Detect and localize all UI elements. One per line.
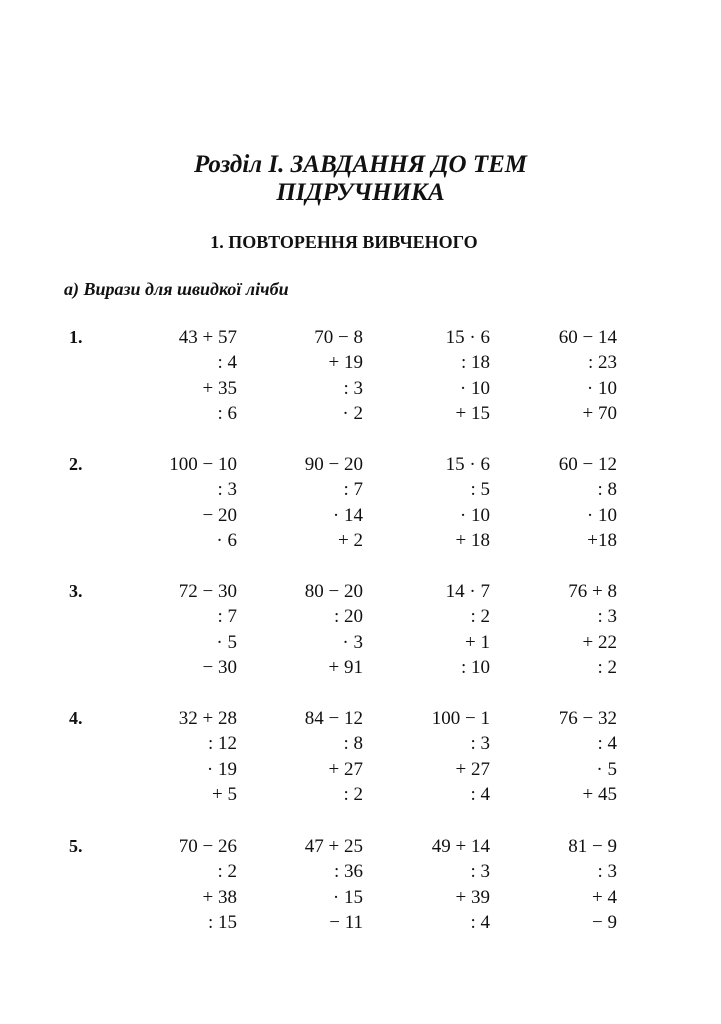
chain-line: : 2 xyxy=(597,656,617,678)
chain-line: 70 − 8 xyxy=(314,327,363,348)
expression-chain xyxy=(568,579,617,680)
expression-chain xyxy=(179,706,237,807)
subsection-title: а) Вирази для швидкої лічби xyxy=(64,279,289,299)
chapter-title-line-1: Розділ І. ЗАВДАННЯ ДО ТЕМ xyxy=(193,151,528,178)
chain-line: : 3 xyxy=(343,377,363,399)
chain-line: : 4 xyxy=(470,911,490,933)
chain-line: : 36 xyxy=(333,861,363,883)
chain-line: − 30 xyxy=(202,656,237,678)
chain-line: : 20 xyxy=(333,606,363,628)
chain-line: − 20 xyxy=(202,504,237,526)
chain-line: : 4 xyxy=(217,352,237,374)
chain-line: + 39 xyxy=(455,886,490,908)
chain-line: : 6 xyxy=(217,402,237,424)
chain-line: 80 − 20 xyxy=(304,581,363,602)
chain-line: 47 + 25 xyxy=(304,836,363,857)
chain-line: 70 − 26 xyxy=(178,836,237,857)
chain-line: 49 + 14 xyxy=(431,836,490,857)
exercise-number: 3. xyxy=(69,581,83,601)
exercise-1 xyxy=(0,325,721,429)
chain-line: 15 · 6 xyxy=(445,454,490,475)
chain-line: + 15 xyxy=(455,402,490,424)
chapter-title xyxy=(0,151,721,207)
expression-chain xyxy=(568,834,617,935)
exercise-3 xyxy=(0,579,721,683)
chain-line: 32 + 28 xyxy=(178,708,237,729)
chain-line: · 10 xyxy=(586,504,617,526)
expression-chain xyxy=(432,834,490,935)
chain-line: · 10 xyxy=(459,377,490,399)
exercise-number: 4. xyxy=(69,708,83,728)
chain-line: + 4 xyxy=(592,886,617,908)
chain-line: 60 − 12 xyxy=(558,454,617,475)
expression-chain xyxy=(446,579,490,680)
chain-line: · 15 xyxy=(332,886,363,908)
chain-line: : 12 xyxy=(207,733,237,755)
exercise-5 xyxy=(0,834,721,938)
expression-chain xyxy=(305,579,363,680)
chain-line: · 5 xyxy=(596,758,617,780)
section-title: 1. ПОВТОРЕННЯ ВИВЧЕНОГО xyxy=(210,232,478,252)
chain-line: : 8 xyxy=(343,733,363,755)
chain-line: : 23 xyxy=(587,352,617,374)
chain-line: · 3 xyxy=(342,631,363,653)
chain-line: : 8 xyxy=(597,479,617,501)
chain-line: : 18 xyxy=(460,352,490,374)
expression-chain xyxy=(179,325,237,426)
chain-line: + 27 xyxy=(328,758,363,780)
chain-line: : 2 xyxy=(343,783,363,805)
chain-line: + 22 xyxy=(582,631,617,653)
chain-line: : 3 xyxy=(470,861,490,883)
expression-chain xyxy=(169,452,237,553)
exercise-2 xyxy=(0,452,721,556)
chain-line: − 9 xyxy=(592,911,617,933)
chain-line: + 2 xyxy=(338,529,363,551)
chain-line: 76 − 32 xyxy=(558,708,617,729)
chain-line: 15 · 6 xyxy=(445,327,490,348)
expression-chain xyxy=(559,452,617,553)
expression-chain xyxy=(305,706,363,807)
chain-line: : 3 xyxy=(470,733,490,755)
exercise-4 xyxy=(0,706,721,810)
chain-line: : 2 xyxy=(217,861,237,883)
chain-line: : 7 xyxy=(343,479,363,501)
chain-line: + 45 xyxy=(582,783,617,805)
chain-line: + 38 xyxy=(202,886,237,908)
chain-line: 76 + 8 xyxy=(568,581,617,602)
chain-line: + 70 xyxy=(582,402,617,424)
chapter-title-line-2: ПІДРУЧНИКА xyxy=(276,179,445,206)
chain-line: + 27 xyxy=(455,758,490,780)
chain-line: · 14 xyxy=(332,504,363,526)
chain-line: 100 − 10 xyxy=(169,454,237,475)
expression-chain xyxy=(179,579,237,680)
chain-line: + 35 xyxy=(202,377,237,399)
chain-line: : 3 xyxy=(597,606,617,628)
chain-line: · 10 xyxy=(586,377,617,399)
chain-line: − 11 xyxy=(329,911,363,933)
chain-line: : 2 xyxy=(470,606,490,628)
chain-line: 81 − 9 xyxy=(568,836,617,857)
chain-line: + 1 xyxy=(465,631,490,653)
chain-line: 72 − 30 xyxy=(178,581,237,602)
expression-chain xyxy=(432,706,490,807)
expression-chain xyxy=(179,834,237,935)
expression-chain xyxy=(446,452,490,553)
chain-line: : 7 xyxy=(217,606,237,628)
chain-line: : 3 xyxy=(597,861,617,883)
chain-line: : 4 xyxy=(597,733,617,755)
chain-line: · 19 xyxy=(206,758,237,780)
chain-line: 100 − 1 xyxy=(431,708,490,729)
chain-line: : 15 xyxy=(207,911,237,933)
chain-line: · 10 xyxy=(459,504,490,526)
chain-line: · 5 xyxy=(216,631,237,653)
chain-line: · 2 xyxy=(342,402,363,424)
exercise-number: 2. xyxy=(69,454,83,474)
chain-line: 90 − 20 xyxy=(304,454,363,475)
expression-chain xyxy=(446,325,490,426)
exercise-number: 1. xyxy=(69,327,83,347)
chain-line: +18 xyxy=(587,529,617,551)
chain-line: 14 · 7 xyxy=(445,581,490,602)
chain-line: : 3 xyxy=(217,479,237,501)
expression-chain xyxy=(559,706,617,807)
exercise-number: 5. xyxy=(69,836,83,856)
expression-chain xyxy=(305,834,363,935)
expression-chain xyxy=(305,452,363,553)
chain-line: + 19 xyxy=(328,352,363,374)
chain-line: + 91 xyxy=(328,656,363,678)
expression-chain xyxy=(314,325,363,426)
chain-line: 84 − 12 xyxy=(304,708,363,729)
chain-line: + 5 xyxy=(212,783,237,805)
expression-chain xyxy=(559,325,617,426)
chain-line: 60 − 14 xyxy=(558,327,617,348)
chain-line: · 6 xyxy=(216,529,237,551)
chain-line: 43 + 57 xyxy=(178,327,237,348)
chain-line: : 4 xyxy=(470,783,490,805)
chain-line: : 10 xyxy=(460,656,490,678)
chain-line: : 5 xyxy=(470,479,490,501)
chain-line: + 18 xyxy=(455,529,490,551)
